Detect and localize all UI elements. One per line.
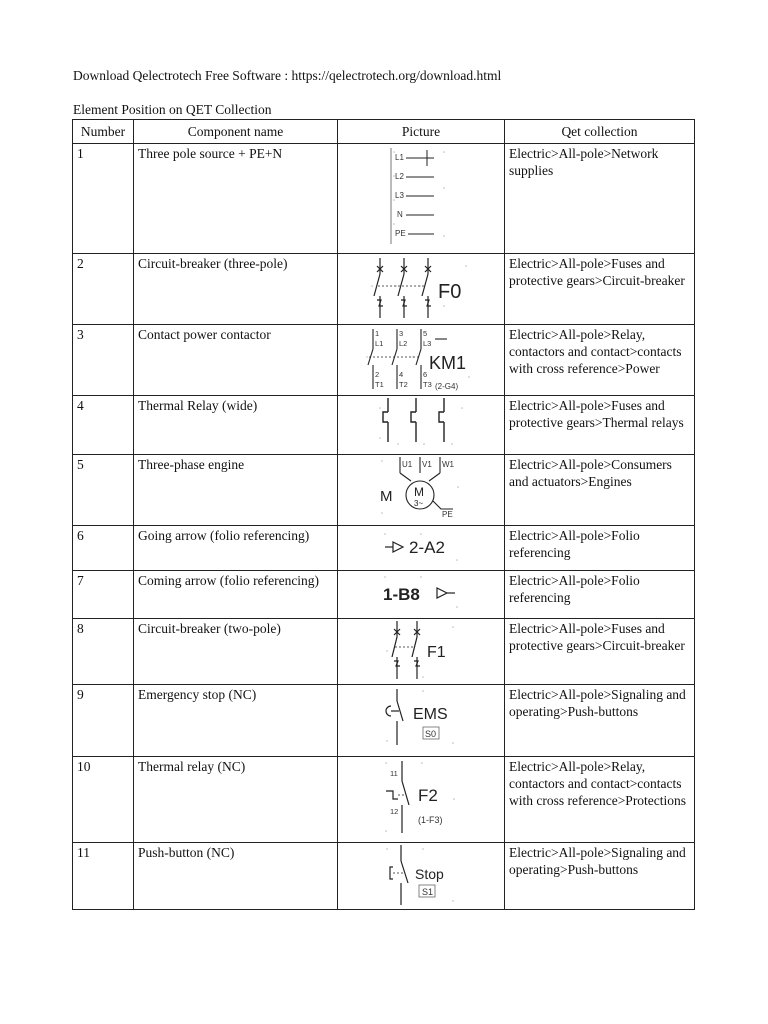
thermal-relay-symbol — [376, 398, 466, 450]
component-name: Coming arrow (folio referencing) — [134, 571, 338, 619]
three-pole-circuit-breaker-symbol — [366, 256, 476, 320]
push-button-tag: S1 — [422, 887, 434, 897]
three-pole-source-symbol — [386, 146, 456, 246]
relay-terminal-11: 11 — [390, 769, 398, 778]
component-name: Going arrow (folio referencing) — [134, 526, 338, 571]
intro-text: Download Qelectrotech Free Software : https://qelectrotech.org/download.html — [73, 68, 502, 83]
component-name: Push-button (NC) — [134, 843, 338, 910]
element-position-table — [72, 119, 695, 910]
qet-collection-path: Electric>All-pole>Relay, contactors and contact>contacts with cross reference>Protections — [505, 757, 695, 843]
emergency-stop-tag: S0 — [425, 729, 437, 739]
qet-collection-path: Electric>All-pole>Network supplies — [505, 144, 695, 254]
header-component-name: Component name — [134, 120, 338, 144]
source-label-l2: L2 — [395, 172, 404, 181]
motor-label-w1: W1 — [442, 460, 454, 469]
relay-terminal-12: 12 — [390, 807, 399, 816]
coming-arrow-symbol — [379, 573, 463, 613]
contactor-cross-reference: (2-G4) — [435, 382, 459, 391]
qet-collection-path: Electric>All-pole>Folio referencing — [505, 571, 695, 619]
motor-label-v1: V1 — [422, 460, 432, 469]
qet-collection-path: Electric>All-pole>Consumers and actuators>Engines — [505, 455, 695, 526]
contact-label-t3: T3 — [423, 380, 432, 389]
qet-collection-path: Electric>All-pole>Fuses and protective gears>Thermal relays — [505, 396, 695, 455]
contact-label-l3: L3 — [423, 339, 432, 348]
going-arrow-symbol — [381, 528, 461, 566]
table-row — [73, 396, 695, 455]
two-pole-circuit-breaker-symbol — [383, 621, 459, 681]
push-button-label: Stop — [415, 866, 444, 882]
contact-label-l2: L2 — [399, 339, 408, 348]
source-label-pe: PE — [395, 229, 406, 238]
thermal-relay-nc-symbol — [382, 759, 460, 837]
component-name: Thermal Relay (wide) — [134, 396, 338, 455]
breaker-label-f1: F1 — [427, 644, 446, 661]
row-number: 2 — [73, 254, 134, 325]
source-label-l3: L3 — [395, 191, 404, 200]
motor-tag-m: M — [380, 488, 393, 505]
component-name: Contact power contactor — [134, 325, 338, 396]
contactor-label-km1: KM1 — [429, 353, 467, 373]
relay-cross-reference: (1-F3) — [418, 815, 443, 825]
contact-label-3: 3 — [399, 329, 404, 338]
source-label-l1: L1 — [395, 153, 404, 162]
header-number: Number — [73, 120, 134, 144]
qet-collection-path: Electric>All-pole>Relay, contactors and contact>contacts with cross reference>Power — [505, 325, 695, 396]
motor-label-pe: PE — [442, 510, 453, 519]
table-row — [73, 843, 695, 910]
motor-symbol-m: M — [414, 485, 424, 499]
qet-collection-path: Electric>All-pole>Fuses and protective gears>Circuit-breaker — [505, 619, 695, 685]
table-row — [73, 685, 695, 757]
three-phase-motor-symbol — [378, 457, 464, 521]
emergency-stop-label: EMS — [413, 706, 448, 723]
component-name: Three pole source + PE+N — [134, 144, 338, 254]
contact-label-1: 1 — [375, 329, 380, 338]
table-row — [73, 526, 695, 571]
contact-label-4: 4 — [399, 370, 404, 379]
row-number: 9 — [73, 685, 134, 757]
contact-label-2: 2 — [375, 370, 380, 379]
emergency-stop-symbol — [383, 687, 459, 749]
component-name: Circuit-breaker (two-pole) — [134, 619, 338, 685]
source-label-n: N — [397, 210, 403, 219]
header-picture: Picture — [338, 120, 505, 144]
going-arrow-reference: 2-A2 — [409, 538, 445, 557]
qet-collection-path: Electric>All-pole>Fuses and protective gears>Circuit-breaker — [505, 254, 695, 325]
relay-label-f2: F2 — [418, 786, 438, 805]
push-button-nc-symbol — [383, 845, 459, 907]
contact-label-6: 6 — [423, 370, 428, 379]
motor-symbol-phase: 3~ — [414, 499, 424, 508]
table-row — [73, 757, 695, 843]
table-row — [73, 455, 695, 526]
row-number: 5 — [73, 455, 134, 526]
qet-collection-path: Electric>All-pole>Folio referencing — [505, 526, 695, 571]
contact-label-t1: T1 — [375, 380, 384, 389]
coming-arrow-reference: 1-B8 — [383, 585, 420, 604]
component-name: Emergency stop (NC) — [134, 685, 338, 757]
table-caption: Element Position on QET Collection — [73, 102, 272, 117]
component-name: Three-phase engine — [134, 455, 338, 526]
qet-collection-path: Electric>All-pole>Signaling and operating>Push-buttons — [505, 685, 695, 757]
contact-label-t2: T2 — [399, 380, 408, 389]
contact-label-5: 5 — [423, 329, 428, 338]
qet-collection-path: Electric>All-pole>Signaling and operating>Push-buttons — [505, 843, 695, 910]
breaker-label-f0: F0 — [438, 281, 462, 303]
component-name: Thermal relay (NC) — [134, 757, 338, 843]
row-number: 11 — [73, 843, 134, 910]
row-number: 10 — [73, 757, 134, 843]
row-number: 7 — [73, 571, 134, 619]
row-number: 1 — [73, 144, 134, 254]
table-row — [73, 571, 695, 619]
table-row — [73, 254, 695, 325]
row-number: 8 — [73, 619, 134, 685]
component-name: Circuit-breaker (three-pole) — [134, 254, 338, 325]
header-qet-collection: Qet collection — [505, 120, 695, 144]
row-number: 3 — [73, 325, 134, 396]
contact-label-l1: L1 — [375, 339, 384, 348]
row-number: 4 — [73, 396, 134, 455]
table-row — [73, 144, 695, 254]
motor-label-u1: U1 — [402, 460, 413, 469]
table-row — [73, 325, 695, 396]
power-contactor-symbol — [363, 327, 479, 391]
table-row — [73, 619, 695, 685]
table-header-row — [73, 120, 695, 144]
row-number: 6 — [73, 526, 134, 571]
